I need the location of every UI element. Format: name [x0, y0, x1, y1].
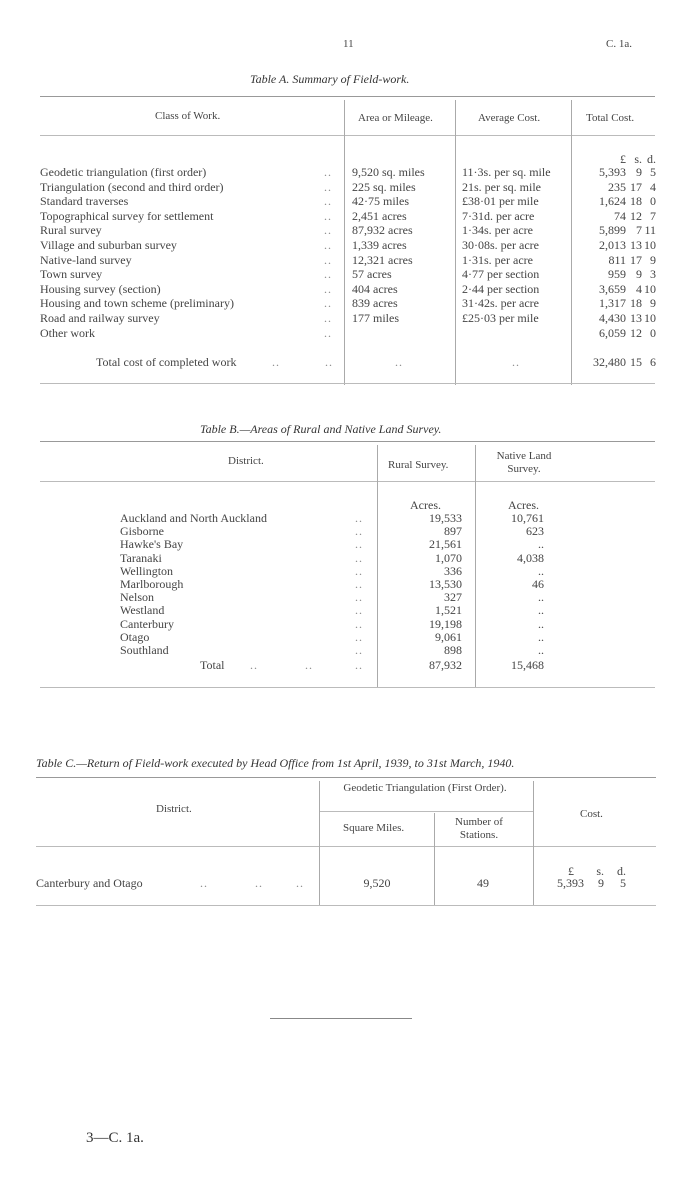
- table-a-row-area: 225 sq. miles: [352, 179, 416, 194]
- table-a-row-avg: 1·31s. per acre: [462, 252, 533, 267]
- table-b-total-leader: ..: [250, 658, 258, 672]
- table-b-total-rural: 87,932: [429, 658, 462, 672]
- table-c-header-sq-miles: Square Miles.: [343, 822, 405, 834]
- table-a-row-work: Native-land survey: [40, 252, 132, 267]
- table-b-header-district: District.: [228, 455, 264, 467]
- table-b-row-rural: 897: [444, 524, 462, 539]
- table-a-unit-shillings: s.: [634, 152, 642, 166]
- table-c-row-sq-miles: 9,520: [363, 876, 391, 890]
- table-a-header-total: Total Cost.: [586, 112, 635, 124]
- table-b-row-native: ..: [538, 590, 544, 605]
- footer-ref: 3—C. 1a.: [86, 1130, 144, 1146]
- table-a-row-area: 2,451 acres: [352, 208, 407, 223]
- table-a-row-pounds: 6,059: [599, 325, 626, 340]
- table-a-total-pounds: 32,480: [593, 355, 626, 369]
- table-a-row-work: Topographical survey for settlement: [40, 208, 214, 223]
- series-ref: C. 1a.: [606, 38, 632, 50]
- table-a-row-work: Rural survey: [40, 223, 102, 238]
- table-b-row-rural: 327: [444, 590, 462, 605]
- table-c-col-divider: [319, 781, 320, 905]
- end-divider: [270, 1018, 412, 1019]
- table-a-total-pence: 6: [650, 355, 656, 369]
- table-a-total-leader: ..: [512, 355, 520, 369]
- table-c-group-rule: [319, 811, 533, 812]
- table-b-col-divider: [377, 445, 378, 687]
- table-b-row-leader: ..: [355, 577, 363, 591]
- table-b-top-rule: [40, 441, 655, 442]
- table-a-row-work: Standard traverses: [40, 194, 129, 209]
- table-a-row-area: 87,932 acres: [352, 223, 413, 238]
- table-b-row-leader: ..: [355, 629, 363, 644]
- table-b-row-native: ..: [538, 616, 544, 631]
- table-a-row-pounds: 1,624: [599, 194, 626, 209]
- table-c-top-rule: [36, 777, 656, 778]
- table-b-row-rural: 1,070: [435, 550, 462, 565]
- table-a-bottom-rule: [40, 383, 655, 384]
- table-a-row-work: Road and railway survey: [40, 311, 160, 325]
- table-a-row-leader: ..: [324, 194, 332, 209]
- table-c-header-stations: Number of Stations.: [455, 816, 503, 841]
- table-c-header-cost: Cost.: [580, 808, 603, 820]
- table-a-row-shillings: 17: [630, 179, 642, 194]
- table-a-total-leader: ..: [325, 355, 333, 369]
- table-c-col-divider: [434, 813, 435, 905]
- table-c-unit-pence: d.: [617, 864, 626, 878]
- table-a-row-pounds: 5,393: [599, 165, 626, 179]
- table-a-row-work: Housing and town scheme (preliminary): [40, 296, 234, 311]
- table-a-total-leader: ..: [395, 355, 403, 369]
- table-a-row-pence: 5: [650, 165, 656, 179]
- table-b-row-native: ..: [538, 537, 544, 552]
- table-b-row-rural: 19,533: [429, 511, 462, 525]
- table-a-row-pounds: 4,430: [599, 311, 626, 325]
- table-b-row-district: Westland: [120, 603, 165, 618]
- table-a-row-avg: £38·01 per mile: [462, 194, 539, 209]
- table-b-row-district: Canterbury: [120, 616, 174, 631]
- table-a-row-pence: 9: [650, 252, 656, 267]
- table-c-row-shillings: 9: [598, 876, 604, 890]
- table-a-row-leader: ..: [324, 165, 332, 179]
- table-a-unit-pounds: £: [620, 152, 626, 166]
- table-a-row-pounds: 74: [614, 208, 626, 223]
- table-a-row-pounds: 811: [608, 252, 626, 267]
- table-b-row-leader: ..: [355, 603, 363, 618]
- table-c-row-pounds: 5,393: [557, 876, 584, 890]
- table-c-header-group: Geodetic Triangulation (First Order).: [343, 782, 507, 794]
- table-a-row-pounds: 959: [608, 267, 626, 282]
- table-a-row-pence: 4: [650, 179, 656, 194]
- table-a-row-avg: 30·08s. per acre: [462, 238, 539, 252]
- table-a-row-pence: 9: [650, 296, 656, 311]
- table-b-row-native: 4,038: [517, 550, 544, 565]
- table-a-row-area: 404 acres: [352, 281, 398, 296]
- table-a-row-shillings: 4: [636, 281, 642, 296]
- table-a-row-pence: 0: [650, 325, 656, 340]
- table-a-row-shillings: 18: [630, 296, 642, 311]
- table-b-row-leader: ..: [355, 590, 363, 605]
- table-c-header-rule: [36, 846, 656, 847]
- table-b-row-district: Southland: [120, 643, 169, 657]
- table-a-row-avg: £25·03 per mile: [462, 311, 539, 325]
- table-a-row-work: Triangulation (second and third order): [40, 179, 224, 194]
- table-b-header-rule: [40, 481, 655, 482]
- table-b-row-district: Wellington: [120, 563, 174, 578]
- table-b-row-leader: ..: [355, 563, 363, 578]
- table-b-row-leader: ..: [355, 511, 363, 525]
- table-b-row-district: Gisborne: [120, 524, 164, 539]
- table-a-row-work: Other work: [40, 325, 95, 340]
- table-a-row-avg: 2·44 per section: [462, 281, 540, 296]
- table-a-header-avg: Average Cost.: [478, 112, 541, 124]
- table-a-header-class: Class of Work.: [155, 110, 221, 122]
- table-b-row-native: ..: [538, 563, 544, 578]
- table-a-row-leader: ..: [324, 223, 332, 238]
- table-b-row-native: 623: [526, 524, 544, 539]
- table-a-row-shillings: 18: [630, 194, 642, 209]
- table-c-row-leader: ..: [200, 876, 208, 890]
- table-a-row-avg: 1·34s. per acre: [462, 223, 533, 238]
- table-b-row-district: Marlborough: [120, 577, 184, 591]
- table-a-row-leader: ..: [324, 325, 332, 340]
- table-b-row-district: Taranaki: [120, 550, 162, 565]
- table-a-row-work: Housing survey (section): [40, 281, 161, 296]
- table-a-row-pence: 10: [644, 281, 656, 296]
- table-b-row-leader: ..: [355, 524, 363, 539]
- table-a-total-leader: ..: [272, 355, 280, 369]
- table-b-row-native: 46: [532, 577, 544, 591]
- table-b-row-native: ..: [538, 603, 544, 618]
- table-a-row-area: 839 acres: [352, 296, 398, 311]
- table-a-row-pence: 0: [650, 194, 656, 209]
- table-a-row-work: Town survey: [40, 267, 103, 282]
- table-b-row-leader: ..: [355, 537, 363, 552]
- table-b-row-leader: ..: [355, 616, 363, 631]
- table-b-header-native: Native Land Survey.: [496, 450, 552, 475]
- table-c-header-district: District.: [156, 803, 192, 815]
- table-a-row-work: Village and suburban survey: [40, 238, 177, 252]
- table-c-row-leader: ..: [296, 876, 304, 890]
- table-a-row-leader: ..: [324, 179, 332, 194]
- table-a-row-area: 1,339 acres: [352, 238, 407, 252]
- table-a-row-area: 9,520 sq. miles: [352, 165, 425, 179]
- table-a-top-rule: [40, 96, 655, 97]
- table-a-row-shillings: 17: [630, 252, 642, 267]
- table-b-row-leader: ..: [355, 643, 363, 657]
- table-a-row-pence: 3: [650, 267, 656, 282]
- table-a-row-area: 42·75 miles: [352, 194, 409, 209]
- table-a-row-pounds: 3,659: [599, 281, 626, 296]
- table-a-row-area: 12,321 acres: [352, 252, 413, 267]
- table-a-row-area: 57 acres: [352, 267, 392, 282]
- table-a-total-label: Total cost of completed work: [96, 355, 237, 369]
- table-b-row-rural: 19,198: [429, 616, 462, 631]
- table-a-row-pounds: 1,317: [599, 296, 626, 311]
- table-b-unit-native: Acres.: [508, 498, 539, 512]
- table-b-row-rural: 13,530: [429, 577, 462, 591]
- table-b-row-leader: ..: [355, 550, 363, 565]
- table-b-col-divider: [475, 445, 476, 687]
- table-c-row-leader: ..: [255, 876, 263, 890]
- table-a-row-shillings: 13: [630, 238, 642, 252]
- table-a-caption: Table A. Summary of Field-work.: [250, 72, 410, 86]
- table-a-row-pounds: 5,899: [599, 223, 626, 238]
- table-a-row-shillings: 13: [630, 311, 642, 325]
- table-a-row-avg: 4·77 per section: [462, 267, 540, 282]
- table-b-unit-rural: Acres.: [410, 498, 441, 512]
- table-a-row-leader: ..: [324, 238, 332, 252]
- table-a-row-pounds: 2,013: [599, 238, 626, 252]
- table-a-row-avg: 7·31d. per acre: [462, 208, 535, 223]
- table-c-col-divider: [533, 781, 534, 905]
- table-a-row-shillings: 7: [636, 223, 642, 238]
- table-b-header-rural: Rural Survey.: [388, 459, 449, 471]
- table-b-row-district: Auckland and North Auckland: [120, 511, 267, 525]
- table-b-row-rural: 9,061: [435, 629, 462, 644]
- table-a-row-avg: 11·3s. per sq. mile: [462, 165, 551, 179]
- table-b-row-district: Hawke's Bay: [120, 537, 184, 552]
- table-a-row-shillings: 9: [636, 165, 642, 179]
- table-b-row-rural: 21,561: [429, 537, 462, 552]
- table-a-row-pence: 7: [650, 208, 656, 223]
- table-a-row-pence: 10: [644, 238, 656, 252]
- table-c-bottom-rule: [36, 905, 656, 906]
- table-b-row-rural: 336: [444, 563, 462, 578]
- table-b-total-leader: ..: [355, 658, 363, 672]
- table-b-total-label: Total: [200, 658, 225, 672]
- table-a-row-leader: ..: [324, 208, 332, 223]
- table-b-caption: Table B.—Areas of Rural and Native Land Survey.: [200, 422, 442, 436]
- table-a-col-divider: [455, 100, 456, 385]
- table-b-row-rural: 898: [444, 643, 462, 657]
- table-b-row-native: ..: [538, 643, 544, 657]
- table-b-bottom-rule: [40, 687, 655, 688]
- table-a-header-rule: [40, 135, 655, 136]
- page-number: 11: [343, 38, 354, 50]
- table-a-row-avg: 31·42s. per acre: [462, 296, 539, 311]
- table-c-row-district: Canterbury and Otago: [36, 876, 143, 890]
- table-b-row-district: Otago: [120, 629, 150, 644]
- table-a-row-pounds: 235: [608, 179, 626, 194]
- table-c-unit-pounds: £: [568, 864, 574, 878]
- table-b-row-native: ..: [538, 629, 544, 644]
- table-a-col-divider: [344, 100, 345, 385]
- table-b-row-native: 10,761: [511, 511, 544, 525]
- table-a-total-shillings: 15: [630, 355, 642, 369]
- table-c-caption: Table C.—Return of Field-work executed by Head Office from 1st April, 1939, to 31st March, 1940.: [36, 756, 515, 770]
- table-c-unit-shillings: s.: [596, 864, 604, 878]
- table-a-row-leader: ..: [324, 252, 332, 267]
- table-a-row-shillings: 9: [636, 267, 642, 282]
- table-a-row-leader: ..: [324, 281, 332, 296]
- table-b-total-leader: ..: [305, 658, 313, 672]
- table-a-row-leader: ..: [324, 311, 332, 325]
- table-c-row-stations: 49: [477, 876, 489, 890]
- table-a-row-shillings: 12: [630, 325, 642, 340]
- table-a-row-leader: ..: [324, 267, 332, 282]
- table-a-row-work: Geodetic triangulation (first order): [40, 165, 207, 179]
- table-b-row-rural: 1,521: [435, 603, 462, 618]
- table-a-header-area: Area or Mileage.: [358, 112, 433, 124]
- table-a-row-leader: ..: [324, 296, 332, 311]
- table-a-row-area: 177 miles: [352, 311, 399, 325]
- table-a-row-avg: 21s. per sq. mile: [462, 179, 541, 194]
- table-c-row-pence: 5: [620, 876, 626, 890]
- table-a-row-pence: 11: [644, 223, 656, 238]
- table-a-row-pence: 10: [644, 311, 656, 325]
- table-a-row-shillings: 12: [630, 208, 642, 223]
- table-a-unit-pence: d.: [647, 152, 656, 166]
- table-b-total-native: 15,468: [511, 658, 544, 672]
- table-b-row-district: Nelson: [120, 590, 154, 605]
